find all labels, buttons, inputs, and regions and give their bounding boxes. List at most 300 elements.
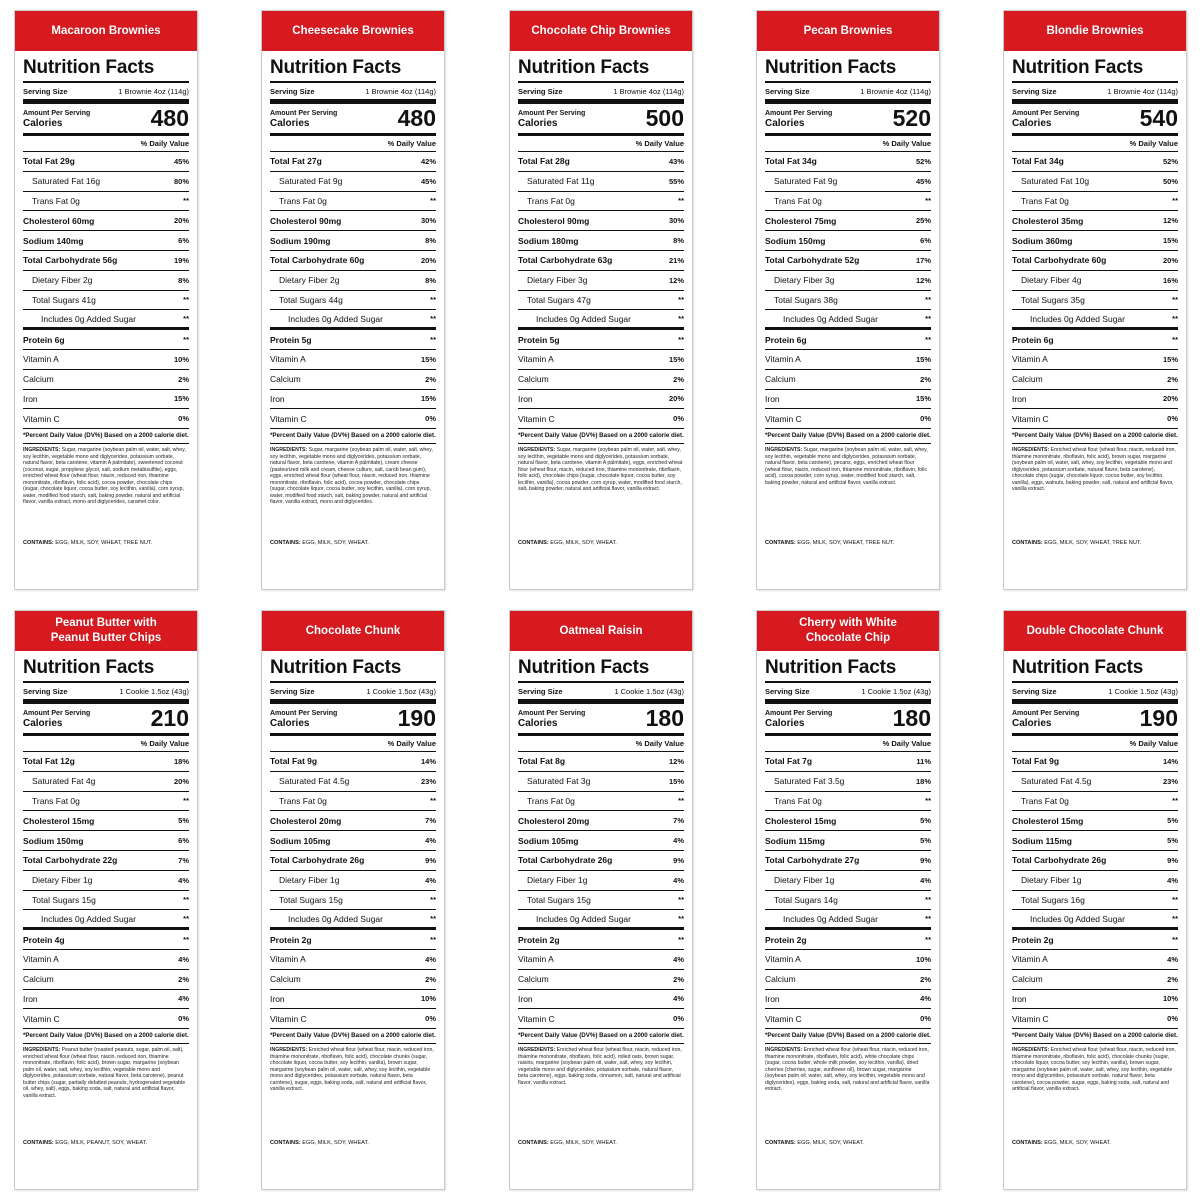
amount-per-serving: Amount Per Serving (23, 710, 91, 717)
nutrient-name: Trans Fat 0g (527, 195, 575, 206)
ingredients-label: INGREDIENTS: (23, 1047, 61, 1054)
nutrient-row (765, 1009, 931, 1029)
nutrient-daily-value: 45% (915, 176, 931, 186)
nutrient-daily-value: 2% (178, 974, 189, 984)
card-header (262, 11, 444, 51)
nutrient-name: Sodium 105mg (518, 835, 579, 846)
nutrient-row (518, 271, 684, 291)
nutrition-card (509, 10, 693, 590)
contains-list: EGG, MILK, SOY, WHEAT, TREE NUT. (1044, 540, 1142, 547)
nutrient-name: Sodium 150mg (23, 835, 84, 846)
nutrient-name: Total Carbohydrate 56g (23, 255, 118, 266)
nutrient-row (270, 871, 436, 891)
nutrient-name: Cholesterol 90mg (270, 215, 342, 226)
nutrition-card (1003, 10, 1187, 590)
nutrient-row (1012, 851, 1178, 871)
nutrient-daily-value: 4% (178, 994, 189, 1004)
calories-row (270, 704, 436, 736)
calories-row (765, 704, 931, 736)
nutrient-row (1012, 1009, 1178, 1029)
nutrient-row (23, 330, 189, 350)
nutrient-row (1012, 950, 1178, 970)
calories-row (518, 104, 684, 136)
nutrition-facts-heading: Nutrition Facts (518, 657, 684, 683)
nutrient-name: Sodium 140mg (23, 235, 84, 246)
nutrient-daily-value: 8% (425, 236, 436, 246)
nutrient-daily-value: ** (678, 295, 684, 305)
nutrient-row (23, 172, 189, 192)
nutrient-daily-value: 5% (920, 836, 931, 846)
nutrient-daily-value: ** (430, 914, 436, 924)
nutrient-name: Includes 0g Added Sugar (536, 313, 631, 324)
contains-list: EGG, MILK, SOY, WHEAT, TREE NUT. (797, 540, 895, 547)
amount-per-serving: Amount Per Serving (518, 710, 586, 717)
nutrient-name: Includes 0g Added Sugar (1030, 313, 1125, 324)
nutrient-name: Trans Fat 0g (1021, 795, 1069, 806)
nutrient-daily-value: 18% (915, 776, 931, 786)
nutrient-row (518, 831, 684, 851)
nutrient-daily-value: ** (1172, 935, 1178, 945)
nutrient-daily-value: ** (925, 914, 931, 924)
nutrient-daily-value: 23% (1162, 776, 1178, 786)
nutrient-row (23, 211, 189, 231)
nutrition-card (756, 10, 940, 590)
nutrient-daily-value: 4% (1167, 875, 1178, 885)
nutrient-name: Total Carbohydrate 60g (1012, 255, 1107, 266)
nutrient-name: Vitamin A (518, 354, 554, 365)
nutrient-row (518, 792, 684, 812)
nutrient-daily-value: 15% (173, 394, 189, 404)
nutrient-name: Protein 5g (270, 334, 312, 345)
nutrient-name: Saturated Fat 4.5g (1021, 776, 1092, 787)
serving-size-label: Serving Size (270, 87, 315, 96)
nutrient-rows (518, 152, 684, 429)
serving-size-label: Serving Size (1012, 687, 1057, 696)
daily-value-header: % Daily Value (23, 136, 189, 152)
nutrient-daily-value: 17% (915, 255, 931, 265)
nutrient-name: Calcium (765, 374, 796, 385)
serving-size-row (765, 683, 931, 704)
nutrient-daily-value: 0% (920, 1014, 931, 1024)
calories-label: Calories (765, 718, 805, 729)
ingredients-list: Sugar, margarine (soybean palm oil, water, salt, whey, soy lecithin, vegetable mono and diglycerides, potassium sorbate, natural flavor, beta carotene, vitamin A palmitate), eggs, enriched wheat flour (wheat flour, niacin, reduced iron, thiamine mononitrate, riboflavin, folic acid), chocolate chips (sugar, chocolate liquor, cocoa butter, soy lecithin, vanilla), cocoa powder, corn syrup, water, modified food starch, salt, baking powder, natural and artificial flavor, vanilla extract. (518, 447, 683, 493)
nutrient-daily-value: ** (1172, 314, 1178, 324)
allergen-statement (270, 536, 436, 547)
calories-row (1012, 704, 1178, 736)
contains-label: CONTAINS: (23, 1140, 54, 1147)
contains-label: CONTAINS: (1012, 1140, 1043, 1147)
nutrition-panel (270, 657, 436, 1147)
nutrient-daily-value: 52% (915, 156, 931, 166)
nutrient-daily-value: 10% (420, 994, 436, 1004)
nutrient-row (765, 251, 931, 271)
nutrient-daily-value: ** (678, 914, 684, 924)
nutrient-daily-value: 4% (1167, 954, 1178, 964)
nutrient-daily-value: 9% (1167, 855, 1178, 865)
calories-row (765, 104, 931, 136)
nutrient-row (1012, 910, 1178, 930)
serving-size-value: 1 Brownie 4oz (114g) (365, 87, 436, 96)
nutrient-row (765, 970, 931, 990)
nutrient-row (765, 291, 931, 311)
amount-per-serving: Amount Per Serving (270, 710, 338, 717)
daily-value-header: % Daily Value (1012, 136, 1178, 152)
allergen-statement (765, 536, 931, 547)
daily-value-header: % Daily Value (518, 136, 684, 152)
nutrient-daily-value: 4% (178, 875, 189, 885)
nutrient-row (1012, 792, 1178, 812)
nutrient-name: Calcium (518, 374, 549, 385)
nutrient-name: Includes 0g Added Sugar (783, 913, 878, 924)
ingredients-list: Enriched wheat flour (wheat flour, niacin, reduced iron, thiamine mononitrate, riboflavin, folic acid), chocolate chunks (sugar, chocolate liquor, cocoa butter, soy lecithin, vanilla), brown sugar, margarine (soybean palm oil, water, salt, whey, soy lecithin, vegetable mono and diglycerides, potassium sorbate, natural flavor, beta carotene), sugar, eggs, baking soda, salt, natural and artificial flavor, vanilla extract. (270, 1047, 434, 1093)
nutrient-daily-value: ** (430, 796, 436, 806)
nutrient-row (518, 330, 684, 350)
calories-value: 480 (150, 105, 189, 131)
product-title: Peanut Butter with Peanut Butter Chips (50, 617, 162, 644)
daily-value-footnote: *Percent Daily Value (DV%) Based on a 2000 calorie diet. (23, 429, 189, 444)
nutrient-row (23, 152, 189, 172)
nutrient-daily-value: 9% (425, 855, 436, 865)
nutrient-name: Total Fat 8g (518, 756, 566, 767)
nutrient-daily-value: 4% (673, 954, 684, 964)
allergen-statement (23, 1136, 189, 1147)
nutrient-row (1012, 811, 1178, 831)
nutrient-row (1012, 172, 1178, 192)
serving-size-label: Serving Size (23, 687, 68, 696)
contains-list: EGG, MILK, SOY, WHEAT. (550, 540, 617, 547)
serving-size-label: Serving Size (765, 687, 810, 696)
daily-value-footnote: *Percent Daily Value (DV%) Based on a 2000 calorie diet. (270, 1029, 436, 1044)
nutrient-daily-value: 30% (420, 216, 436, 226)
nutrient-name: Total Sugars 16g (1021, 894, 1085, 905)
contains-label: CONTAINS: (518, 540, 549, 547)
nutrient-name: Total Fat 29g (23, 156, 75, 167)
serving-size-label: Serving Size (518, 687, 563, 696)
nutrient-daily-value: ** (678, 314, 684, 324)
nutrient-name: Calcium (1012, 974, 1043, 985)
nutrition-facts-heading: Nutrition Facts (765, 57, 931, 83)
nutrient-row (518, 811, 684, 831)
ingredients-label: INGREDIENTS: (23, 447, 61, 454)
nutrient-name: Cholesterol 15mg (765, 815, 837, 826)
serving-size-row (765, 83, 931, 104)
nutrition-facts-heading: Nutrition Facts (1012, 57, 1178, 83)
nutrient-daily-value: 0% (673, 414, 684, 424)
nutrient-name: Cholesterol 15mg (23, 815, 95, 826)
nutrient-daily-value: 0% (920, 414, 931, 424)
nutrient-daily-value: 2% (920, 974, 931, 984)
nutrient-row (270, 792, 436, 812)
nutrient-row (765, 772, 931, 792)
nutrient-name: Vitamin C (765, 413, 802, 424)
nutrient-name: Protein 2g (765, 934, 807, 945)
calories-value: 540 (1139, 105, 1178, 131)
nutrient-daily-value: 10% (1162, 994, 1178, 1004)
nutrient-name: Iron (1012, 993, 1027, 1004)
ingredients-list: Peanut butter (roasted peanuts, sugar, palm oil, salt), enriched wheat flour (wheat flour, niacin, reduced iron, thiamine mononitrate, riboflavin, folic acid), brown sugar, margarine (soybean palm oil, water, salt, whey, soy lecithin, vegetable mono and diglycerides, potassium sorbate, natural flavor, beta carotene), peanut butter chips (sugar, partially defatted peanuts, hydrogenated vegetable oil, whey, salt), eggs, baking soda, salt, natural and artificial flavor, vanilla extract. (23, 1047, 186, 1099)
nutrient-rows (1012, 152, 1178, 429)
nutrient-name: Cholesterol 60mg (23, 215, 95, 226)
nutrient-daily-value: 6% (920, 236, 931, 246)
ingredients-text (518, 444, 684, 536)
nutrient-daily-value: 4% (425, 875, 436, 885)
product-title: Double Chocolate Chunk (1026, 624, 1164, 637)
nutrition-card (14, 10, 198, 590)
serving-size-row (270, 683, 436, 704)
nutrient-daily-value: ** (1172, 914, 1178, 924)
contains-label: CONTAINS: (1012, 540, 1043, 547)
nutrient-daily-value: 20% (668, 394, 684, 404)
daily-value-footnote: *Percent Daily Value (DV%) Based on a 2000 calorie diet. (518, 429, 684, 444)
nutrient-row (23, 891, 189, 911)
nutrient-daily-value: 43% (668, 156, 684, 166)
nutrient-name: Total Carbohydrate 26g (518, 855, 613, 866)
ingredients-list: Enriched wheat flour (wheat flour, niacin, reduced iron, thiamine mononitrate, riboflavin, folic acid), rolled oats, brown sugar, raisins, margarine (soybean palm oil, water, salt, whey, soy lecithin, vegetable mono and diglycerides, potassium sorbate, natural flavor, beta carotene), eggs, baking soda, cinnamon, salt, natural and artificial flavor, vanilla extract. (518, 1047, 682, 1086)
calories-label: Calories (270, 718, 310, 729)
nutrient-daily-value: ** (925, 895, 931, 905)
nutrient-daily-value: 15% (1162, 354, 1178, 364)
contains-list: EGG, MILK, SOY, WHEAT. (302, 540, 369, 547)
nutrient-daily-value: 0% (1167, 414, 1178, 424)
ingredients-list: Enriched wheat flour (wheat flour, niacin, reduced iron, thiamine mononitrate, riboflavin, folic acid), chocolate chunks (sugar, chocolate liquor, cocoa butter, soy lecithin, vanilla), brown sugar, margarine (soybean palm oil, water, salt, whey, soy lecithin, vegetable mono and diglycerides, potassium sorbate, natural flavor, beta carotene), cocoa powder, sugar, eggs, baking soda, salt, natural and artificial flavor, vanilla extract. (1012, 1047, 1176, 1093)
allergen-statement (765, 1136, 931, 1147)
nutrient-rows (270, 152, 436, 429)
nutrient-name: Trans Fat 0g (774, 195, 822, 206)
nutrient-name: Vitamin C (765, 1013, 802, 1024)
nutrient-name: Dietary Fiber 3g (527, 275, 588, 286)
nutrition-card (261, 610, 445, 1190)
nutrient-daily-value: 8% (673, 236, 684, 246)
nutrient-daily-value: 5% (1167, 816, 1178, 826)
nutrient-daily-value: 4% (673, 994, 684, 1004)
nutrient-name: Dietary Fiber 2g (279, 275, 340, 286)
nutrient-name: Cholesterol 20mg (518, 815, 590, 826)
nutrient-daily-value: 15% (668, 776, 684, 786)
nutrient-name: Saturated Fat 3g (527, 776, 591, 787)
nutrient-name: Calcium (23, 374, 54, 385)
nutrient-row (270, 970, 436, 990)
nutrient-daily-value: 12% (1162, 216, 1178, 226)
nutrient-name: Dietary Fiber 4g (1021, 275, 1082, 286)
nutrient-daily-value: ** (183, 935, 189, 945)
nutrient-row (270, 950, 436, 970)
nutrient-row (23, 390, 189, 410)
ingredients-text (1012, 1044, 1178, 1136)
nutrient-row (270, 910, 436, 930)
serving-size-value: 1 Brownie 4oz (114g) (1107, 87, 1178, 96)
nutrient-row (1012, 772, 1178, 792)
card-header (757, 611, 939, 651)
daily-value-header: % Daily Value (270, 736, 436, 752)
nutrient-name: Protein 6g (765, 334, 807, 345)
amount-per-serving: Amount Per Serving (518, 110, 586, 117)
serving-size-row (23, 83, 189, 104)
nutrient-name: Saturated Fat 4.5g (279, 776, 350, 787)
nutrient-name: Dietary Fiber 2g (32, 275, 93, 286)
amount-per-serving: Amount Per Serving (765, 710, 833, 717)
nutrient-row (23, 231, 189, 251)
nutrient-name: Saturated Fat 4g (32, 776, 96, 787)
nutrient-daily-value: 25% (915, 216, 931, 226)
allergen-statement (270, 1136, 436, 1147)
nutrient-daily-value: ** (183, 914, 189, 924)
nutrient-name: Vitamin C (270, 1013, 307, 1024)
nutrient-name: Total Sugars 14g (774, 894, 838, 905)
card-header (15, 11, 197, 51)
nutrient-row (765, 409, 931, 429)
nutrient-row (23, 772, 189, 792)
nutrient-name: Dietary Fiber 1g (279, 875, 340, 886)
card-header (1004, 611, 1186, 651)
nutrient-name: Vitamin A (23, 354, 59, 365)
product-title: Oatmeal Raisin (559, 624, 643, 637)
nutrient-name: Protein 2g (518, 934, 560, 945)
card-header (510, 611, 692, 651)
calories-label: Calories (23, 118, 63, 129)
contains-label: CONTAINS: (270, 540, 301, 547)
nutrient-row (1012, 350, 1178, 370)
nutrient-row (765, 811, 931, 831)
nutrition-facts-heading: Nutrition Facts (23, 57, 189, 83)
serving-size-value: 1 Cookie 1.5oz (43g) (614, 687, 684, 696)
nutrient-name: Includes 0g Added Sugar (288, 913, 383, 924)
nutrient-row (1012, 891, 1178, 911)
nutrient-row (1012, 152, 1178, 172)
nutrient-name: Dietary Fiber 3g (774, 275, 835, 286)
nutrient-row (518, 950, 684, 970)
nutrient-daily-value: 2% (425, 374, 436, 384)
serving-size-value: 1 Cookie 1.5oz (43g) (366, 687, 436, 696)
nutrient-daily-value: 12% (668, 756, 684, 766)
contains-label: CONTAINS: (23, 540, 54, 547)
nutrient-row (23, 811, 189, 831)
nutrient-daily-value: 21% (668, 255, 684, 265)
nutrient-name: Iron (270, 993, 285, 1004)
nutrient-name: Trans Fat 0g (1021, 195, 1069, 206)
nutrient-row (270, 891, 436, 911)
serving-size-row (1012, 83, 1178, 104)
nutrition-panel (518, 57, 684, 547)
nutrient-daily-value: ** (430, 314, 436, 324)
nutrient-daily-value: 45% (420, 176, 436, 186)
nutrient-daily-value: 42% (420, 156, 436, 166)
nutrition-card (756, 610, 940, 1190)
calories-label: Calories (765, 118, 805, 129)
nutrient-row (23, 370, 189, 390)
serving-size-value: 1 Brownie 4oz (114g) (613, 87, 684, 96)
nutrient-daily-value: 2% (1167, 374, 1178, 384)
nutrient-daily-value: 12% (668, 275, 684, 285)
nutrient-row (518, 990, 684, 1010)
nutrient-name: Includes 0g Added Sugar (783, 313, 878, 324)
nutrient-row (23, 291, 189, 311)
nutrient-daily-value: 2% (673, 974, 684, 984)
nutrient-daily-value: 0% (425, 414, 436, 424)
nutrient-row (270, 350, 436, 370)
nutrient-name: Total Fat 34g (1012, 156, 1064, 167)
nutrient-row (518, 350, 684, 370)
nutrient-row (1012, 310, 1178, 330)
ingredients-text (23, 1044, 189, 1136)
nutrient-daily-value: 5% (1167, 836, 1178, 846)
nutrient-daily-value: 30% (668, 216, 684, 226)
nutrient-name: Cholesterol 35mg (1012, 215, 1084, 226)
nutrient-row (765, 231, 931, 251)
nutrient-daily-value: 45% (173, 156, 189, 166)
daily-value-footnote: *Percent Daily Value (DV%) Based on a 2000 calorie diet. (270, 429, 436, 444)
nutrient-row (23, 930, 189, 950)
amount-per-serving: Amount Per Serving (23, 110, 91, 117)
nutrient-daily-value: ** (678, 196, 684, 206)
allergen-statement (518, 1136, 684, 1147)
nutrition-panel (270, 57, 436, 547)
serving-size-row (1012, 683, 1178, 704)
nutrient-row (518, 851, 684, 871)
nutrient-row (765, 350, 931, 370)
nutrient-name: Total Sugars 38g (774, 294, 838, 305)
nutrient-name: Total Sugars 15g (32, 894, 96, 905)
ingredients-list: Sugar, margarine (soybean palm oil, water, salt, whey, soy lecithin, vegetable mono and diglycerides, potassium sorbate, natural flavor, beta carotene, vitamin A palmitate), sweetened coconut (coconut, sugar, propylene glycol, salt, sodium metabisulfite), eggs, enriched wheat flour (wheat flour, niacin, reduced iron, thiamine mononitrate, riboflavin, folic acid), cocoa powder, chocolate chips (sugar, chocolate liquor, cocoa butter, soy lecithin, vanilla), corn syrup, water, modified food starch, salt, baking powder, natural and artificial flavor, vanilla extract, mono and diglycerides, caramel color. (23, 447, 186, 506)
nutrient-daily-value: 20% (173, 216, 189, 226)
nutrient-name: Dietary Fiber 1g (32, 875, 93, 886)
nutrient-name: Iron (518, 393, 533, 404)
nutrient-row (518, 192, 684, 212)
nutrient-daily-value: 4% (178, 954, 189, 964)
nutrient-name: Protein 6g (1012, 334, 1054, 345)
nutrient-daily-value: 0% (1167, 1014, 1178, 1024)
nutrient-name: Protein 6g (23, 334, 65, 345)
amount-per-serving: Amount Per Serving (1012, 710, 1080, 717)
product-title: Chocolate Chunk (305, 624, 401, 637)
nutrient-row (518, 172, 684, 192)
nutrient-rows (23, 152, 189, 429)
nutrient-daily-value: 7% (178, 855, 189, 865)
nutrient-row (1012, 930, 1178, 950)
nutrient-daily-value: 52% (1162, 156, 1178, 166)
nutrient-row (518, 211, 684, 231)
nutrient-name: Sodium 180mg (518, 235, 579, 246)
nutrition-facts-heading: Nutrition Facts (518, 57, 684, 83)
nutrient-row (765, 792, 931, 812)
ingredients-list: Enriched wheat flour (wheat flour, niacin, reduced iron, thiamine mononitrate, riboflavin, folic acid), brown sugar, margarine (soybean palm oil, water, salt, whey, soy lecithin, vegetable mono and diglycerides, potassium sorbate, natural flavor, beta carotene), chocolate chips (sugar, chocolate liquor, cocoa butter, soy lecithin, vanilla), eggs, walnuts, baking powder, salt, natural and artificial flavor, vanilla extract. (1012, 447, 1176, 493)
nutrient-name: Vitamin A (765, 354, 801, 365)
nutrient-row (270, 851, 436, 871)
nutrient-name: Trans Fat 0g (32, 195, 80, 206)
calories-value: 210 (150, 705, 189, 731)
nutrient-row (1012, 251, 1178, 271)
daily-value-footnote: *Percent Daily Value (DV%) Based on a 2000 calorie diet. (765, 1029, 931, 1044)
nutrient-row (765, 310, 931, 330)
serving-size-value: 1 Brownie 4oz (114g) (118, 87, 189, 96)
allergen-statement (1012, 536, 1178, 547)
nutrient-row (23, 310, 189, 330)
calories-label: Calories (1012, 718, 1052, 729)
nutrition-card (1003, 610, 1187, 1190)
nutrient-daily-value: 80% (173, 176, 189, 186)
nutrient-name: Saturated Fat 11g (527, 176, 595, 187)
nutrient-daily-value: 5% (920, 816, 931, 826)
nutrient-name: Total Fat 7g (765, 756, 813, 767)
daily-value-footnote: *Percent Daily Value (DV%) Based on a 2000 calorie diet. (1012, 1029, 1178, 1044)
nutrient-daily-value: 55% (668, 176, 684, 186)
nutrition-panel (765, 57, 931, 547)
calories-row (23, 704, 189, 736)
nutrient-name: Total Sugars 41g (32, 294, 96, 305)
nutrient-name: Calcium (270, 974, 301, 985)
nutrient-name: Calcium (765, 974, 796, 985)
ingredients-label: INGREDIENTS: (518, 447, 556, 454)
serving-size-label: Serving Size (23, 87, 68, 96)
